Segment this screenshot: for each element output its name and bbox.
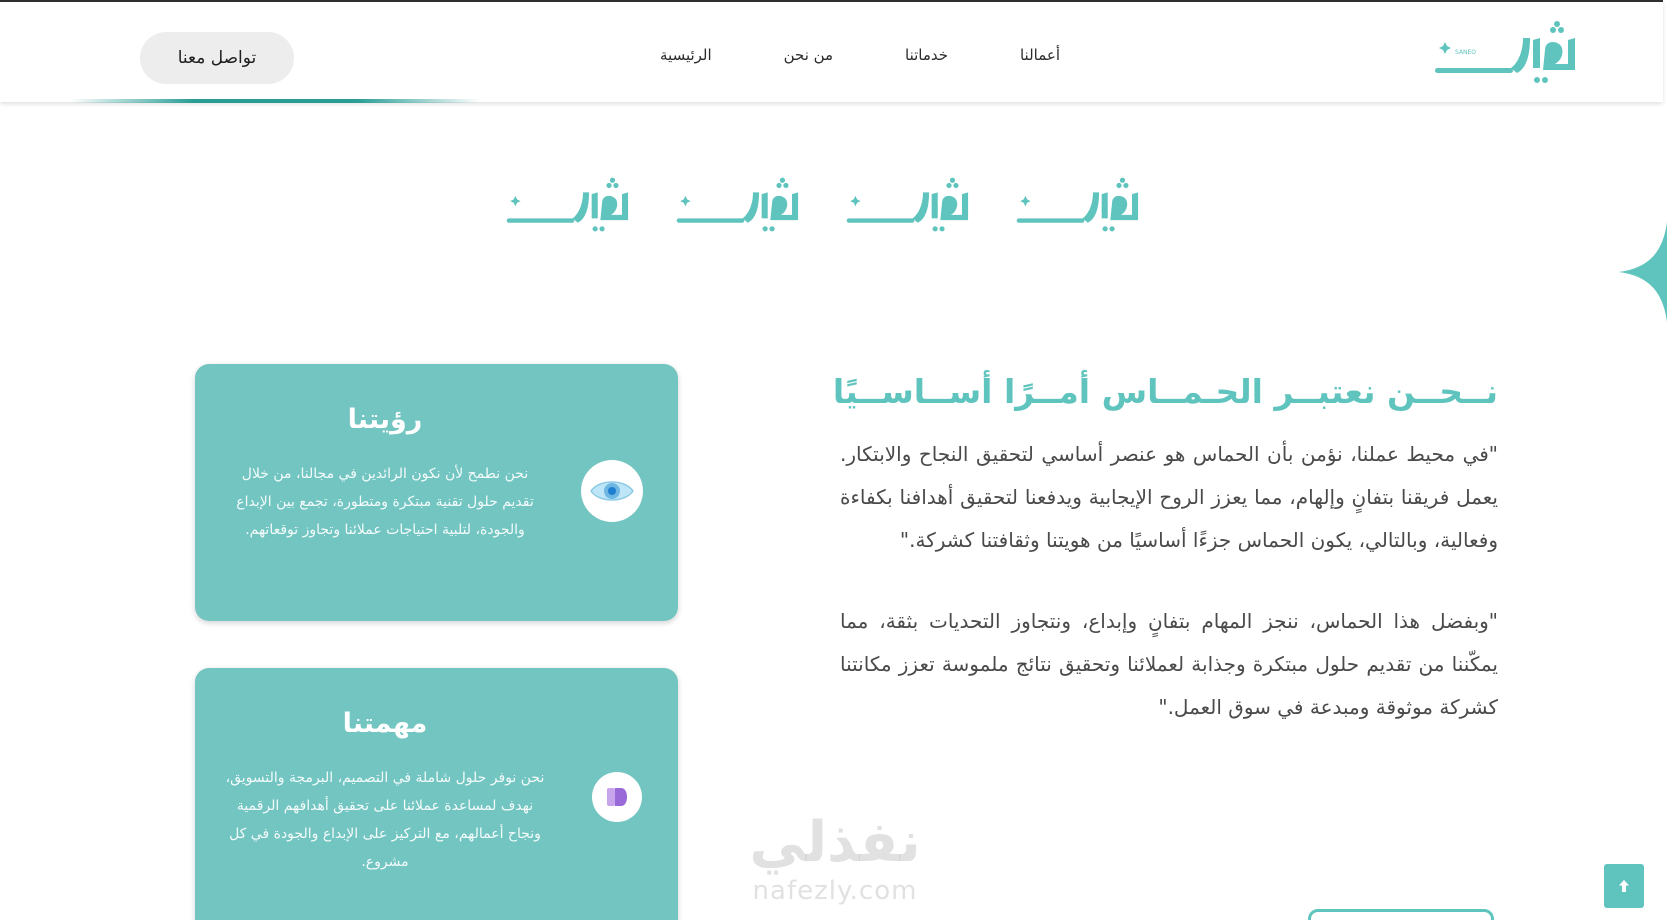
arrow-up-icon [1618,879,1630,893]
about-paragraph: "في محيط عملنا، نؤمن بأن الحماس هو عنصر أساسي لتحقيق النجاح والابتكار. يعمل فريقنا بتفانٍ وإلهام، مما يعزز الروح الإيجابية ويدفعنا لتحقيق أهدافنا بكفاءة وفعالية، وبالتالي، يكون الحماس جزءًا أساسيًا من هويتنا وثقافتنا كشركة." [840,442,1498,552]
vision-title: رؤيتنا [347,404,423,435]
site-header [0,0,1663,102]
eye-icon [581,460,643,522]
brand-logo-repeat [1015,172,1145,244]
svg-text:SANEO: SANEO [1455,49,1477,56]
scroll-to-top-button[interactable] [1604,864,1644,908]
nafezly-watermark [730,810,940,920]
brand-logo-repeat [505,172,635,244]
watermark-latin: nafezly.com [752,876,918,906]
brand-logo[interactable] [1433,20,1583,92]
about-section [832,372,1498,729]
brand-logo-repeat [845,172,975,244]
about-paragraph: "وبفضل هذا الحماس، ننجز المهام بتفانٍ وإبداع، ونتجاوز التحديات بثقة، مما يمكّننا من تقديم حلول مبتكرة وجذابة لعملائنا وتحقيق نتائج ملموسة تعزز مكانتنا كشركة موثوقة ومبدعة في سوق العمل." [840,609,1498,719]
mission-card [195,668,678,920]
nav-services[interactable]: خدماتنا [905,46,949,64]
vision-card [195,364,678,621]
nav-portfolio[interactable]: أعمالنا [1019,46,1060,64]
logo-row [505,172,1155,252]
read-more-button[interactable] [1308,909,1494,920]
nav-home[interactable]: الرئيسية [660,46,712,64]
nav-about[interactable]: من نحن [783,46,834,64]
mission-title: مهمتنا [342,708,428,739]
mission-text: نحن نوفر حلول شاملة في التصميم، البرمجة والتسويق، نهدف لمساعدة عملائنا على تحقيق أهدافهم الرقمية ونجاح أعمالهم، مع التركيز على الإبداع والجودة في كل مشروع. [225,770,545,870]
watermark-arabic: نفذلي [749,810,921,875]
about-title: نــحــن نعتبــر الحـمــاس أمــرًا أســاســيًا [832,372,1498,411]
brand-logo-repeat [675,172,805,244]
vision-text: نحن نطمح لأن نكون الرائدين في مجالنا، من خلال تقديم حلول تقنية مبتكرة ومتطورة، تجمع بين الإبداع والجودة، لتلبية احتياجات عملائنا وتجاوز توقعاتهم. [236,466,534,538]
mission-icon [592,772,642,822]
header-accent-line [70,99,480,103]
sparkle-decoration-icon [1619,222,1667,322]
contact-button[interactable]: تواصل معنا [140,32,294,84]
main-nav [660,46,1060,70]
